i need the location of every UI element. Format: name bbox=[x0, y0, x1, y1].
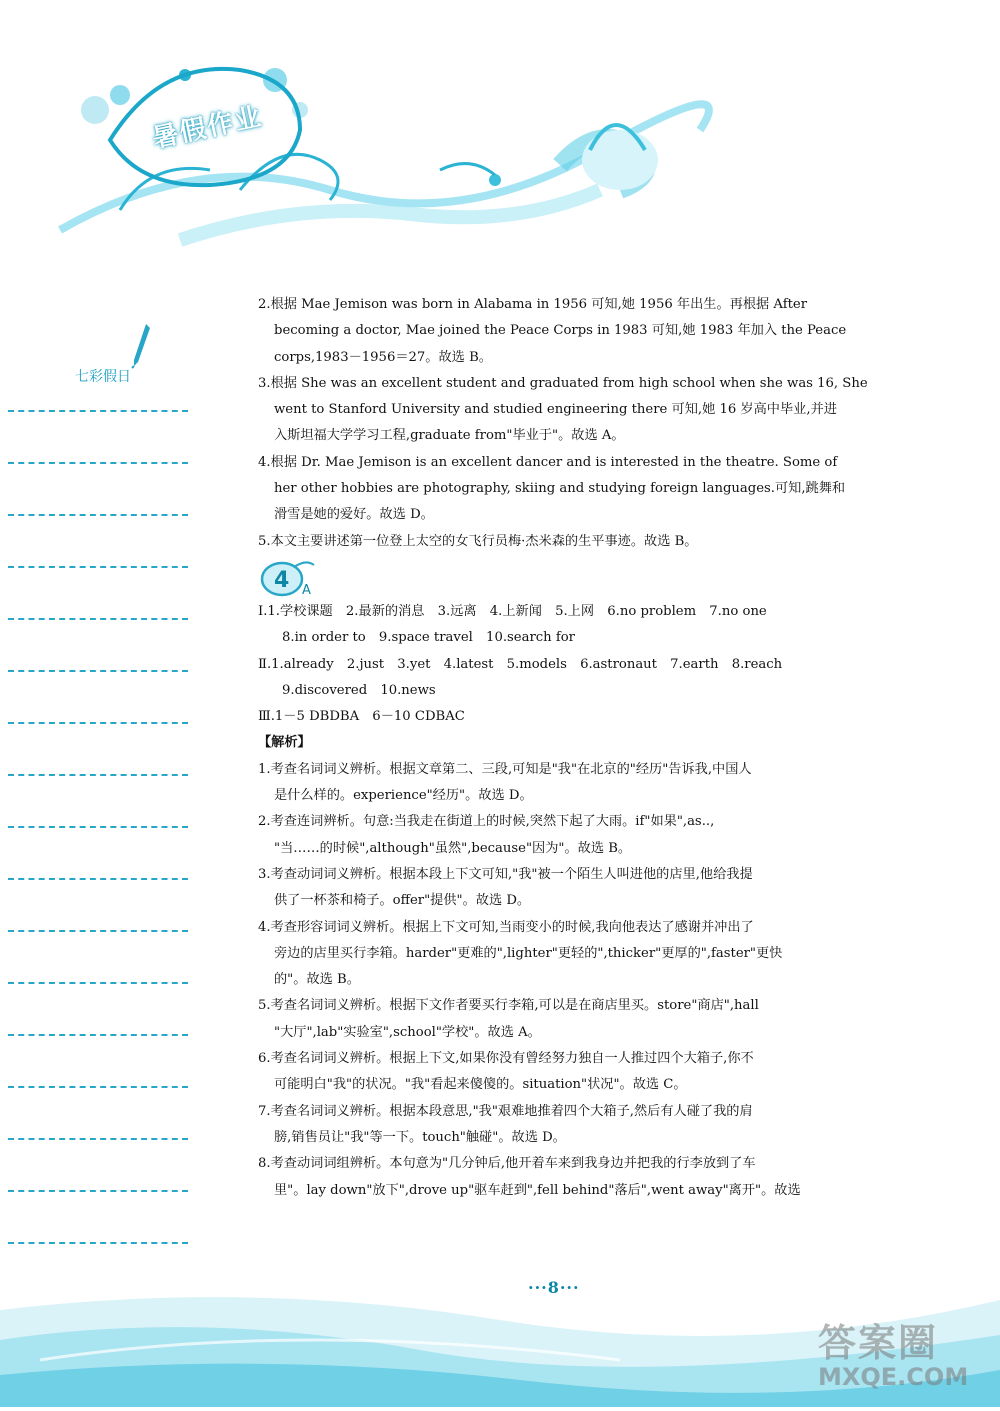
pen-icon bbox=[130, 322, 154, 370]
analysis-line: 里"。lay down"放下",drove up"驱车赶到",fell behind"落后",went away"离开"。故选 bbox=[274, 1182, 801, 1198]
sidebar-label: 七彩假日 bbox=[75, 369, 131, 385]
answer-line: 8.in order to 9.space travel 10.search for bbox=[282, 630, 575, 646]
note-dash-line bbox=[8, 1086, 188, 1088]
analysis-line: 5.考查名词词义辨析。根据下文作者要买行李箱,可以是在商店里买。store"商店",hall bbox=[258, 998, 759, 1014]
analysis-line: 2.考查连词辨析。句意:当我走在街道上的时候,突然下起了大雨。if"如果",as.., bbox=[258, 814, 715, 830]
explanation-line: 4.根据 Dr. Mae Jemison is an excellent dancer and is interested in the theatre. Some of bbox=[258, 454, 838, 470]
explanation-line: 入斯坦福大学学习工程,graduate from"毕业于"。故选 A。 bbox=[274, 428, 625, 444]
analysis-line: 可能明白"我"的状况。"我"看起来傻傻的。situation"状况"。故选 C。 bbox=[274, 1077, 687, 1093]
explanation-line: went to Stanford University and studied engineering there 可知,她 16 岁高中毕业,并进 bbox=[274, 402, 837, 418]
analysis-line: 供了一杯茶和椅子。offer"提供"。故选 D。 bbox=[274, 893, 531, 909]
analysis-line: 7.考查名词词义辨析。根据本段意思,"我"艰难地推着四个大箱子,然后有人碰了我的肩 bbox=[258, 1103, 753, 1119]
analysis-block bbox=[258, 757, 888, 1204]
analysis-line: 3.考查动词词义辨析。根据本段上下文可知,"我"被一个陌生人叫进他的店里,他给我提 bbox=[258, 866, 753, 882]
section-number-icon bbox=[258, 557, 328, 599]
header-banner bbox=[0, 0, 1000, 260]
watermark-logo bbox=[818, 1312, 990, 1398]
analysis-line: 1.考查名词词义辨析。根据文章第二、三段,可知是"我"在北京的"经历"告诉我,中国人 bbox=[258, 761, 752, 777]
analysis-line: "大厅",lab"实验室",school"学校"。故选 A。 bbox=[274, 1024, 541, 1040]
header-title-badge: 暑假作业 bbox=[149, 101, 266, 154]
note-dash-line bbox=[8, 1190, 188, 1192]
note-dash-line bbox=[8, 670, 188, 672]
note-dash-line bbox=[8, 774, 188, 776]
answer-content bbox=[258, 292, 888, 1204]
analysis-line: 是什么样的。experience"经历"。故选 D。 bbox=[274, 788, 533, 804]
explanation-line: corps,1983－1956＝27。故选 B。 bbox=[274, 349, 492, 365]
note-dash-line bbox=[8, 878, 188, 880]
analysis-line: "当……的时候",although"虽然",because"因为"。故选 B。 bbox=[274, 840, 632, 856]
answers-block bbox=[258, 599, 888, 730]
analysis-line: 膀,销售员让"我"等一下。touch"触碰"。故选 D。 bbox=[274, 1129, 566, 1145]
note-dash-line bbox=[8, 410, 188, 412]
analysis-line: 8.考查动词词组辨析。本句意为"几分钟后,他开着车来到我身边并把我的行李放到了车 bbox=[258, 1156, 756, 1172]
explanation-line: her other hobbies are photography, skiing and studying foreign languages.可知,跳舞和 bbox=[274, 481, 846, 497]
note-dash-line bbox=[8, 1138, 188, 1140]
explanation-line: 5.本文主要讲述第一位登上太空的女飞行员梅·杰米森的生平事迹。故选 B。 bbox=[258, 533, 698, 549]
analysis-line: 4.考查形容词词义辨析。根据上下文可知,当雨变小的时候,我向他表达了感谢并冲出了 bbox=[258, 919, 754, 935]
analysis-line: 旁边的店里买行李箱。harder"更难的",lighter"更轻的",thicker"更厚的",faster"更快 bbox=[274, 945, 783, 961]
note-dash-line bbox=[8, 462, 188, 464]
answer-line: 9.discovered 10.news bbox=[282, 682, 436, 698]
note-dash-line bbox=[8, 982, 188, 984]
analysis-line: 的"。故选 B。 bbox=[274, 972, 360, 988]
explanation-line: 3.根据 She was an excellent student and graduated from high school when she was 16, She bbox=[258, 375, 868, 391]
answer-line: Ⅲ.1－5 DBDBA 6－10 CDBAC bbox=[258, 709, 465, 725]
section-letter: A bbox=[302, 582, 311, 598]
part1-explanations bbox=[258, 292, 888, 555]
analysis-header: 【解析】 bbox=[258, 735, 311, 751]
note-dash-line bbox=[8, 1034, 188, 1036]
answer-line: Ⅱ.1.already 2.just 3.yet 4.latest 5.models 6.astronaut 7.earth 8.reach bbox=[258, 656, 783, 672]
note-dash-line bbox=[8, 514, 188, 516]
analysis-line: 6.考查名词词义辨析。根据上下文,如果你没有曾经努力独自一人推过四个大箱子,你不 bbox=[258, 1051, 754, 1067]
note-dash-line bbox=[8, 722, 188, 724]
note-dash-line bbox=[8, 566, 188, 568]
section-4a-heading bbox=[258, 557, 888, 599]
explanation-line: 2.根据 Mae Jemison was born in Alabama in 1956 可知,她 1956 年出生。再根据 After bbox=[258, 297, 808, 312]
note-dash-line bbox=[8, 1242, 188, 1244]
watermark-en: MXQE.COM bbox=[818, 1363, 969, 1391]
watermark-cn: 答案圈 bbox=[818, 1321, 939, 1365]
page-number: ···8··· bbox=[528, 1278, 580, 1297]
explanation-line: becoming a doctor, Mae joined the Peace Corps in 1983 可知,她 1983 年加入 the Peace bbox=[274, 323, 847, 339]
note-dash-line bbox=[8, 618, 188, 620]
note-dash-line bbox=[8, 826, 188, 828]
explanation-line: 滑雪是她的爱好。故选 D。 bbox=[274, 507, 434, 523]
note-dash-line bbox=[8, 930, 188, 932]
section-number: 4 bbox=[274, 567, 290, 593]
left-notes-margin bbox=[0, 310, 200, 1240]
answer-line: Ⅰ.1.学校课题 2.最新的消息 3.远离 4.上新闻 5.上网 6.no problem 7.no one bbox=[258, 603, 767, 619]
